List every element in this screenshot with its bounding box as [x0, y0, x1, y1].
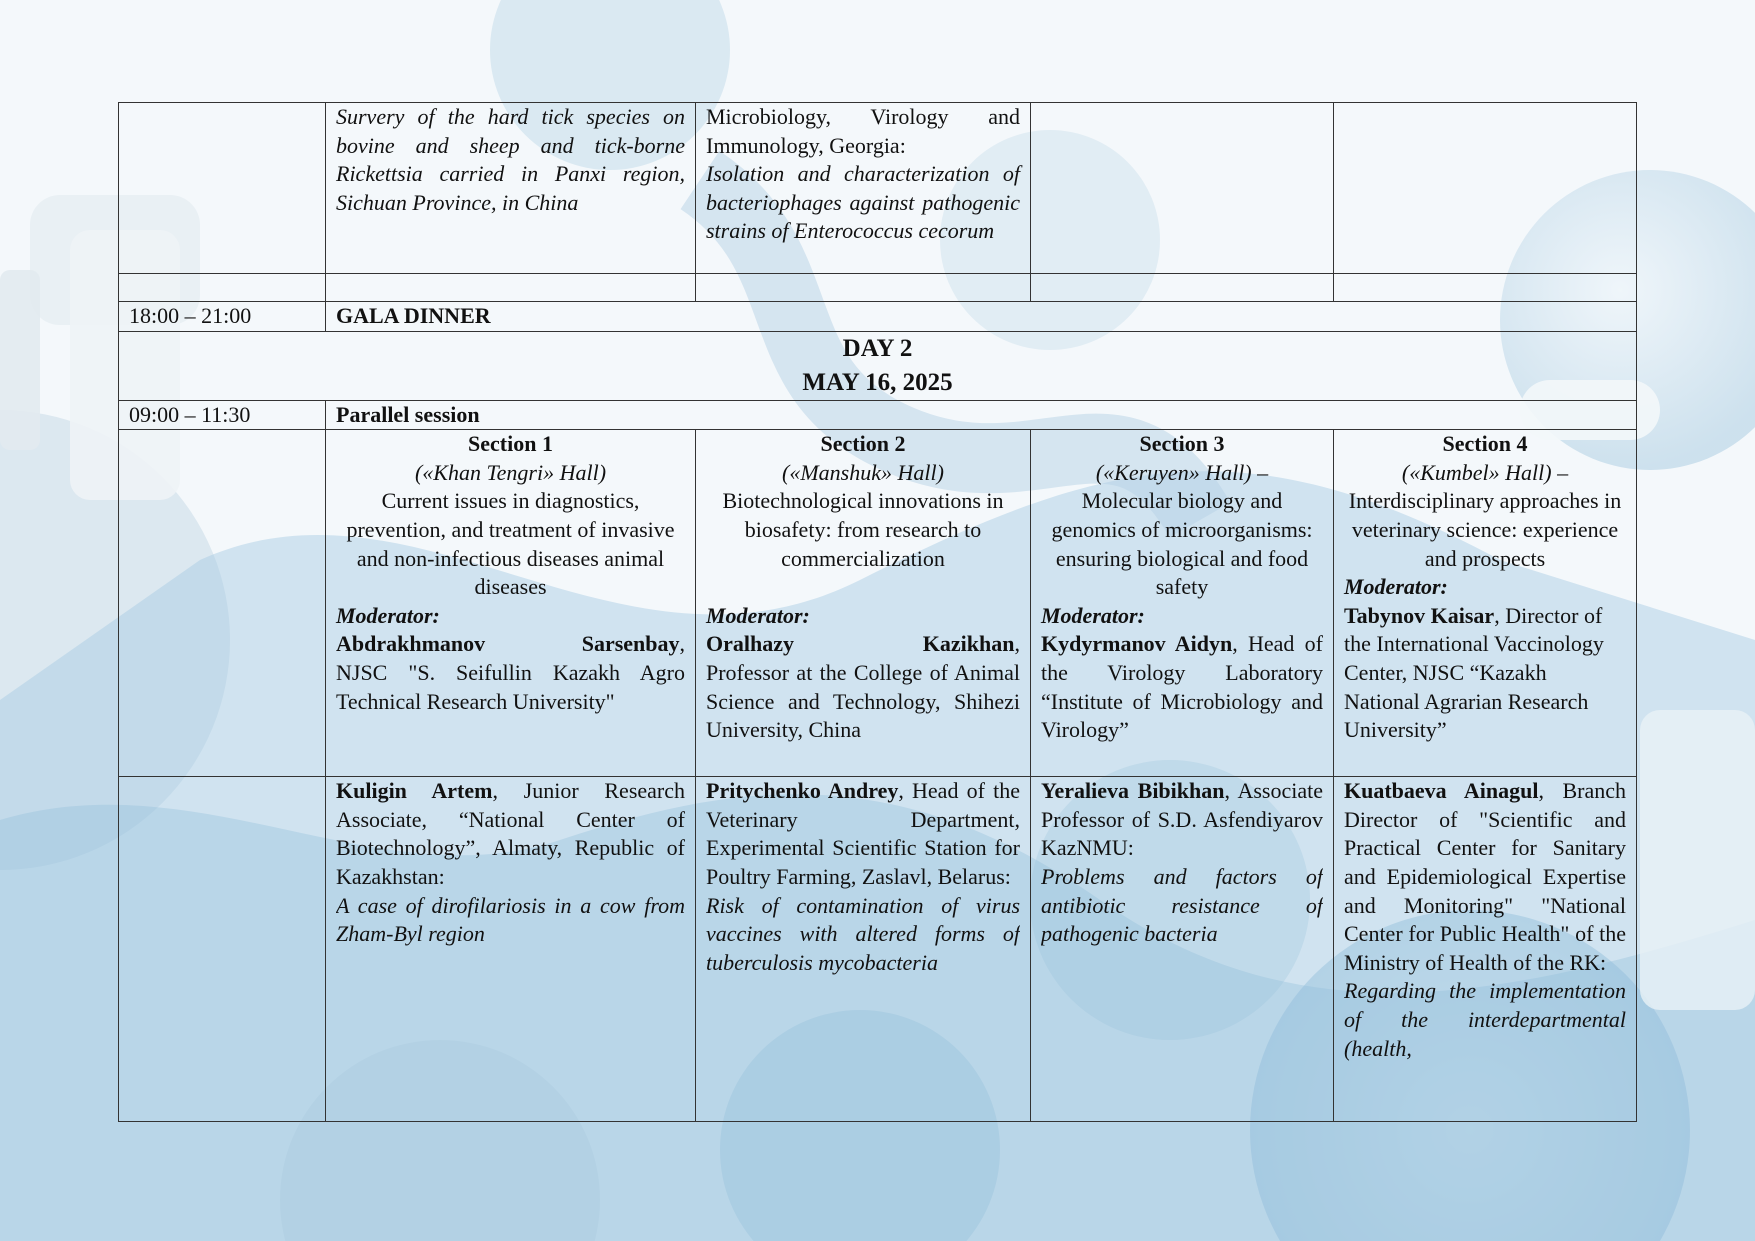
empty-cell	[119, 274, 326, 302]
day-title: DAY 2	[842, 334, 913, 362]
section-cell	[696, 430, 1031, 777]
talk-title: Survery of the hard tick species on bovine and sheep and tick-borne Rickettsia carried in Panxi region, Sichuan Province, in China	[326, 103, 696, 274]
sections-row	[119, 430, 1637, 777]
moderator-affiliation: , Director of the International Vaccinology Center, NJSC “Kazakh National Agrarian Research University”	[1344, 602, 1604, 743]
speaker-cell	[696, 777, 1031, 1122]
speaker-affiliation: , Head of the Veterinary Department, Experimental Scientific Station for Poultry Farming, Zaslavl, Belarus:	[706, 778, 1020, 889]
event-label: Parallel session	[326, 400, 1637, 430]
talk-title: Regarding the implementation of the interdepartmental (health,	[1344, 978, 1626, 1061]
section-cell	[1334, 430, 1637, 777]
table-row-gala	[119, 302, 1637, 332]
program-table	[118, 102, 1637, 1122]
empty-cell	[1334, 103, 1637, 274]
section-hall: («Khan Tengri» Hall)	[414, 459, 607, 485]
moderator-last-name: Kazikhan	[922, 631, 1015, 657]
empty-cell	[326, 274, 696, 302]
section-cell	[1031, 430, 1334, 777]
moderator-first-name: Abdrakhmanov	[336, 631, 486, 657]
moderator-name: Kydyrmanov Aidyn	[1041, 631, 1233, 657]
moderator-first-name: Oralhazy	[706, 631, 794, 657]
section-topic: Interdisciplinary approaches in veterinary science: experience and prospects	[1348, 488, 1622, 571]
section-topic: Current issues in diagnostics, prevention, and treatment of invasive and non-infectious diseases animal diseases	[346, 488, 675, 600]
speaker-name: Kuatbaeva Ainagul	[1344, 778, 1539, 804]
empty-cell	[1334, 274, 1637, 302]
speaker-cell	[1031, 777, 1334, 1122]
table-row	[119, 274, 1637, 302]
speaker-affiliation: , Junior Research Associate, “National Center of Biotechnology”, Almaty, Republic of Kazakhstan:	[336, 778, 685, 889]
section-hall: («Manshuk» Hall)	[782, 459, 944, 485]
speaker-name: Pritychenko Andrey	[706, 778, 899, 804]
section-heading: Section 2	[820, 431, 906, 457]
hall-suffix: –	[1251, 459, 1269, 485]
day-date: MAY 16, 2025	[802, 368, 953, 396]
section-heading: Section 3	[1139, 431, 1225, 457]
speaker-cell	[1334, 777, 1637, 1122]
speaker-cell	[326, 777, 696, 1122]
day-header-row	[119, 331, 1637, 400]
section-heading: Section 4	[1442, 431, 1528, 457]
time-cell	[119, 103, 326, 274]
speaker-affiliation: Microbiology, Virology and Immunology, Georgia:	[706, 104, 1020, 158]
empty-cell	[696, 274, 1031, 302]
moderator-last-name: Sarsenbay	[581, 631, 680, 657]
talk-title: Isolation and characterization of bacteriophages against pathogenic strains of Enterococcus cecorum	[706, 161, 1020, 244]
section-hall: («Keruyen» Hall)	[1095, 459, 1252, 485]
speaker-name: Yeralieva Bibikhan	[1041, 778, 1225, 804]
empty-cell	[1031, 103, 1334, 274]
empty-cell	[119, 777, 326, 1122]
section-cell	[326, 430, 696, 777]
hall-suffix: –	[1551, 459, 1569, 485]
time-cell: 09:00 – 11:30	[119, 400, 326, 430]
talk-title: Problems and factors of antibiotic resistance of pathogenic bacteria	[1041, 863, 1323, 947]
empty-cell	[1031, 274, 1334, 302]
moderator-label: Moderator:	[1041, 602, 1145, 628]
talk-title: A case of dirofilariosis in a cow from Zham-Byl region	[336, 892, 685, 947]
moderator-affiliation: Professor at the College of Animal Science and Technology, Shihezi University, China	[706, 659, 1020, 743]
section-hall: («Kumbel» Hall)	[1401, 459, 1552, 485]
table-row	[119, 103, 1637, 274]
speaker-affiliation: , Associate Professor of S.D. Asfendiyarov KazNMU:	[1041, 778, 1323, 861]
section-topic: Molecular biology and genomics of microorganisms: ensuring biological and food safety	[1051, 488, 1313, 600]
name-separator: ,	[1014, 631, 1020, 657]
moderator-affiliation: , Head of the Virology Laboratory “Institute of Microbiology and Virology”	[1041, 631, 1323, 743]
moderator-name-line	[706, 630, 1020, 659]
empty-cell	[119, 430, 326, 777]
table-row-parallel	[119, 400, 1637, 430]
time-cell: 18:00 – 21:00	[119, 302, 326, 332]
moderator-affiliation: NJSC "S. Seifullin Kazakh Agro Technical Research University"	[336, 659, 685, 714]
talk-cell	[696, 103, 1031, 274]
speaker-affiliation: , Branch Director of "Scientific and Practical Center for Sanitary and Epidemiological Expertise and Monitoring" "National Center for Public Health" of the Ministry of Health of the RK:	[1344, 778, 1626, 975]
talk-title: Risk of contamination of virus vaccines with altered forms of tuberculosis mycobacteria	[706, 892, 1020, 975]
moderator-name-line	[336, 630, 685, 659]
day-header	[119, 331, 1637, 400]
moderator-label: Moderator:	[706, 602, 810, 628]
speaker-name: Kuligin Artem	[336, 778, 493, 804]
speakers-row	[119, 777, 1637, 1122]
section-heading: Section 1	[468, 431, 553, 457]
name-separator: ,	[679, 631, 685, 657]
moderator-name: Tabynov Kaisar	[1344, 602, 1495, 628]
moderator-label: Moderator:	[336, 602, 440, 628]
moderator-label: Moderator:	[1344, 574, 1448, 600]
event-label: GALA DINNER	[326, 302, 1637, 332]
section-topic: Biotechnological innovations in biosafety: from research to commercialization	[722, 488, 1004, 571]
